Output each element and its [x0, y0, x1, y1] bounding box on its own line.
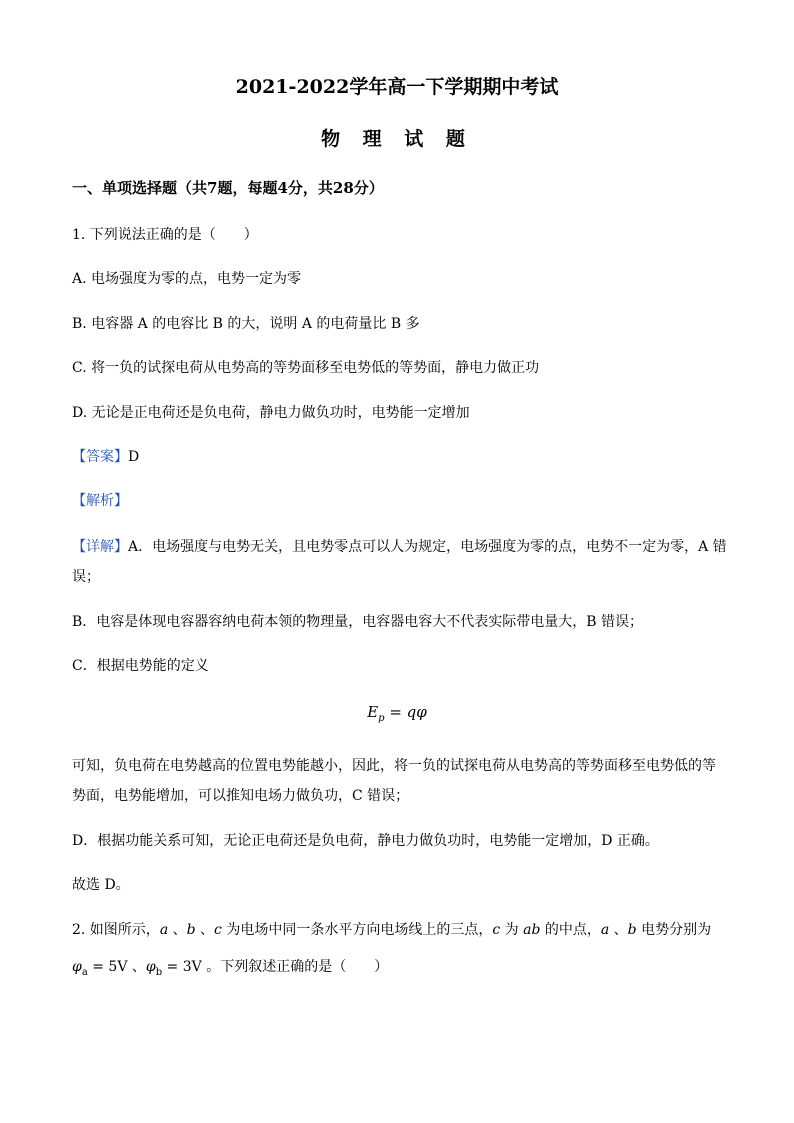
- var-ab: ab: [523, 922, 541, 938]
- q2-sep2: 、: [195, 922, 215, 938]
- detail-a-line-2: 误；: [72, 569, 100, 585]
- phi-a-subscript: a: [81, 967, 88, 978]
- detail-d: D．根据功能关系可知，无论正电荷还是负电荷，静电力做负功时，电势能一定增加，D 正确。: [72, 833, 659, 849]
- var-c: c: [214, 922, 222, 938]
- q2-comma: 、: [131, 959, 146, 975]
- exam-subtitle: 物 理 试 题: [321, 128, 473, 150]
- phi-a-value: = 5V: [87, 959, 132, 975]
- q2-mid3: 的中点，: [540, 922, 601, 938]
- detail-a-text: A．电场强度与电势无关，且电势零点可以人为规定，电场强度为零的点，电势不一定为零，A 错: [128, 539, 727, 555]
- var-b-2: b: [627, 922, 637, 938]
- formula-potential-energy: [0, 703, 794, 724]
- formula-lhs: E: [367, 703, 379, 721]
- q2-mid: 为电场中同一条水平方向电场线上的三点，: [221, 922, 493, 938]
- var-c-2: c: [492, 922, 501, 938]
- detail-a-line-1: [72, 536, 727, 556]
- analysis-line: [72, 490, 722, 510]
- var-a: a: [159, 922, 169, 938]
- q2-mid2: 为: [500, 922, 524, 938]
- detail-c-line-2: 势面，电势能增加，可以推知电场力做负功，C 错误；: [72, 788, 410, 804]
- detail-c-line-1: 可知，负电荷在电势越高的位置电势能越小，因此，将一负的试探电荷从电势高的等势面移至电势低的等: [72, 758, 716, 774]
- q2-sep3: 、: [609, 922, 628, 938]
- q2-prefix: 2. 如图所示，: [72, 922, 160, 938]
- phi-b-symbol: φ: [145, 959, 156, 975]
- formula-rhs: = qφ: [384, 703, 427, 721]
- answer-line: [72, 446, 722, 466]
- question-2-stem-line-1: [72, 919, 722, 939]
- detail-b: B．电容是体现电容器容纳电荷本领的物理量，电容器电容大不代表实际带电量大，B 错误；: [72, 614, 644, 630]
- question-1-option-c: C. 将一负的试探电荷从电势高的等势面移至电势低的等势面，静电力做正功: [72, 360, 540, 376]
- phi-b-value: = 3V: [162, 959, 207, 975]
- conclusion: 故选 D。: [72, 877, 130, 893]
- detail-c-intro: C．根据电势能的定义: [72, 658, 209, 674]
- answer-value: D: [128, 449, 140, 465]
- phi-a-symbol: φ: [72, 959, 82, 975]
- formula-subscript: p: [378, 713, 385, 724]
- question-2-stem-line-2: [72, 956, 722, 978]
- question-1-option-a: A. 电场强度为零的点，电势一定为零: [72, 271, 302, 287]
- phi-b-subscript: b: [155, 967, 163, 978]
- exam-title: 2021-2022学年高一下学期期中考试: [235, 76, 559, 98]
- q2-tail: 电势分别为: [636, 922, 712, 938]
- detail-tag: 【详解】: [72, 539, 128, 555]
- var-b: b: [186, 922, 196, 938]
- answer-tag: 【答案】: [72, 449, 128, 465]
- q2-stem-end: 。下列叙述正确的是（ ）: [206, 959, 389, 975]
- q2-sep1: 、: [168, 922, 187, 938]
- question-1-stem: 1. 下列说法正确的是（ ）: [72, 227, 258, 243]
- section-heading: 一、单项选择题（共7题，每题4分，共28分）: [72, 179, 384, 197]
- analysis-tag: 【解析】: [72, 493, 128, 509]
- var-a-2: a: [600, 922, 610, 938]
- question-1-option-b: B. 电容器 A 的电容比 B 的大，说明 A 的电荷量比 B 多: [72, 316, 420, 332]
- question-1-option-d: D. 无论是正电荷还是负电荷，静电力做负功时，电势能一定增加: [72, 405, 470, 421]
